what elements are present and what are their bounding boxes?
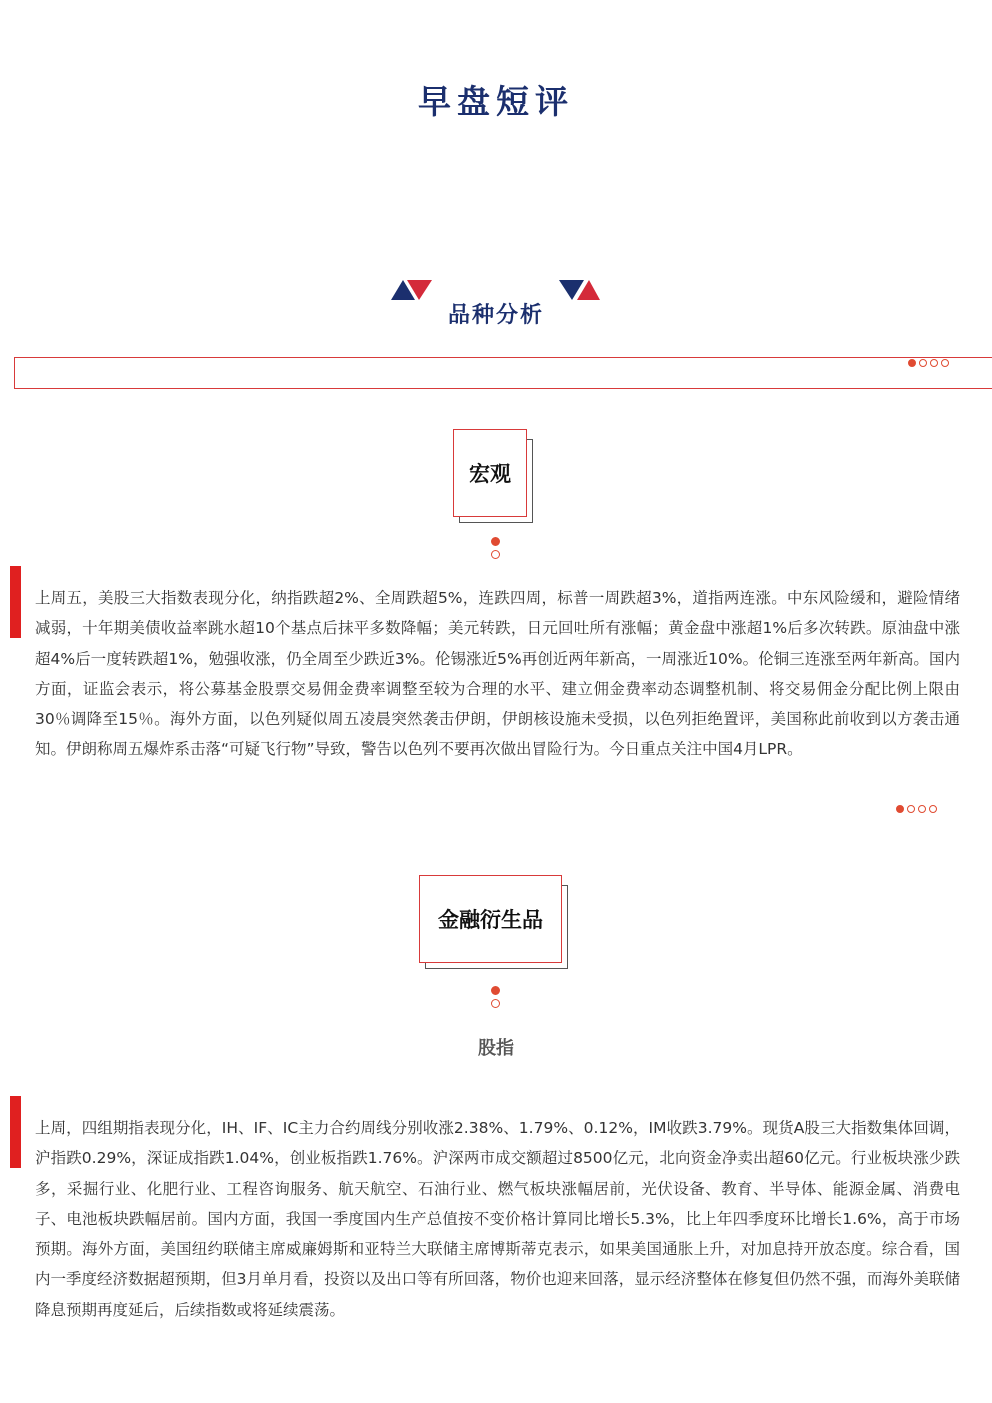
- macro-card-label: 宏观: [469, 462, 511, 486]
- connector-dot-icon: [491, 537, 500, 546]
- section-banner: [14, 357, 992, 389]
- derivatives-paragraph: 上周，四组期指表现分化，IH、IF、IC主力合约周线分别收涨2.38%、1.79%、0.12%，IM收跌3.79%。现货A股三大指数集体回调，沪指跌0.29%，深证成指跌1.04%，创业板指跌1.76%。沪深两市成交额超过8500亿元，北向资金净卖出超60亿元。行业板块涨少跌多，采掘行业、化肥行业、工程咨询服务、航天航空、石油行业、燃气板块涨幅居前，光伏设备、教育、半导体、能源金属、消费电子、电池板块跌幅居前。国内方面，我国一季度国内生产总值按不变价格计算同比增长5.3%，比上年四季度环比增长1.6%，高于市场预期。海外方面，美国纽约联储主席威廉姆斯和亚特兰大联储主席博斯蒂克表示，如果美国通胀上升，对加息持开放态度。综合看，国内一季度经济数据超预期，但3月单月看，投资以及出口等有所回落，物价也迎来回落，显示经济整体在修复但仍然不强，而海外美联储降息预期再度延后，后续指数或将延续震荡。: [35, 1119, 960, 1319]
- connector-dot-icon: [491, 550, 500, 559]
- connector-dot-icon: [491, 999, 500, 1008]
- derivatives-accent-bar: [10, 1096, 21, 1168]
- derivatives-card: [419, 875, 562, 963]
- stock-index-heading: 股指: [478, 1038, 514, 1059]
- section-heading: 品种分析: [447, 303, 544, 328]
- macro-accent-bar: [10, 566, 21, 638]
- page-title: 早盘短评: [418, 82, 574, 121]
- derivatives-card-label: 金融衍生品: [438, 908, 543, 932]
- paragraph-end-dots-icon: [896, 805, 937, 813]
- banner-dots-icon: [908, 359, 949, 367]
- connector-dot-icon: [491, 986, 500, 995]
- macro-card: [453, 429, 527, 517]
- macro-paragraph: 上周五，美股三大指数表现分化，纳指跌超2%、全周跌超5%，连跌四周，标普一周跌超3%，道指两连涨。中东风险缓和，避险情绪减弱，十年期美债收益率跳水超10个基点后抹平多数降幅；美元转跌，日元回吐所有涨幅；黄金盘中涨超1%后多次转跌。原油盘中涨超4%后一度转跌超1%，勉强收涨，仍全周至少跌近3%。伦锡涨近5%再创近两年新高，一周涨近10%。伦铜三连涨至两年新高。国内方面，证监会表示，将公募基金股票交易佣金费率调整至较为合理的水平、建立佣金费率动态调整机制、将交易佣金分配比例上限由30％调降至15％。海外方面，以色列疑似周五凌晨突然袭击伊朗，伊朗核设施未受损，以色列拒绝置评，美国称此前收到以方袭击通知。伊朗称周五爆炸系击落“可疑飞行物”导致，警告以色列不要再次做出冒险行为。今日重点关注中国4月LPR。: [35, 589, 960, 759]
